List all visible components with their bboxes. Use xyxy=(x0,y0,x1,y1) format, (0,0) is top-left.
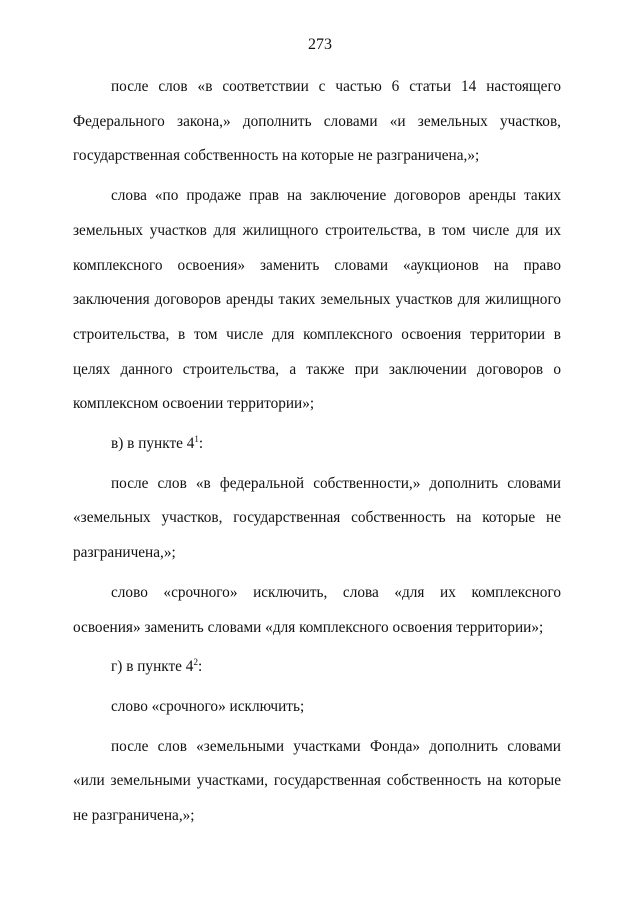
paragraph-7 xyxy=(73,690,561,725)
subpoint-v-heading xyxy=(73,427,561,462)
page-number: 273 xyxy=(308,36,332,53)
paragraph-7-text: слово «срочного» исключить; xyxy=(111,697,305,715)
document-body xyxy=(73,70,561,834)
subpoint-g-tail: : xyxy=(197,658,203,676)
paragraph-8-text: после слов «земельными участками Фонда» дополнить словами «или земельными участками, государственная собственность на которые не разграничена,»; xyxy=(73,737,561,825)
paragraph-8 xyxy=(73,730,561,834)
paragraph-5-text: слово «срочного» исключить, слова «для их комплексного освоения» заменить словами «для комплексного освоения территории»; xyxy=(73,583,561,636)
paragraph-5 xyxy=(73,576,561,645)
paragraph-1-text: после слов «в соответствии с частью 6 статьи 14 настоящего Федерального закона,» дополнить словами «и земельных участков, государственная собственность на которые не разграничена,»; xyxy=(73,78,561,165)
paragraph-4-text: после слов «в федеральной собственности,» дополнить словами «земельных участков, государственная собственность на которые не разграничена,»; xyxy=(73,474,561,562)
subpoint-v-tail: : xyxy=(198,435,204,453)
subpoint-g-text: г) в пункте 4 xyxy=(111,658,194,676)
paragraph-2-text: слова «по продаже прав на заключение договоров аренды таких земельных участков для жилищного строительства, в том числе для их комплексного освоения» заменить словами «аукционов на право заключения договоров аренды таких земельных участков для жилищного строительства, в том числе для комплексного освоения территории в целях данного строительства, а также при заключении договоров о комплексном освоении территории»; xyxy=(73,187,561,413)
subpoint-v-text: в) в пункте 4 xyxy=(111,435,195,453)
paragraph-4 xyxy=(73,467,561,571)
subpoint-g-heading xyxy=(73,650,561,685)
subpoint-v-superscript: 1 xyxy=(194,433,199,444)
subpoint-g-superscript: 2 xyxy=(193,657,198,668)
paragraph-1 xyxy=(73,70,561,174)
paragraph-2 xyxy=(73,179,561,422)
